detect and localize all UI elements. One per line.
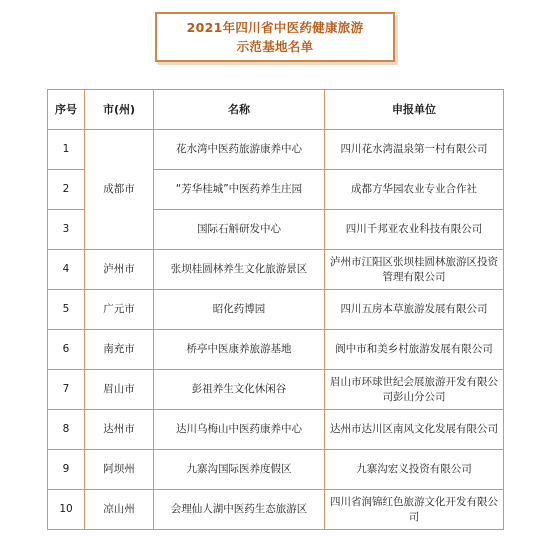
cell-city: 阿坝州 [85, 450, 154, 490]
cell-unit: 四川省润锦红色旅游文化开发有限公司 [325, 490, 504, 530]
cell-unit: 眉山市环球世纪会展旅游开发有限公司彭山分公司 [325, 370, 504, 410]
cell-city: 泸州市 [85, 250, 154, 290]
cell-serial: 6 [48, 330, 85, 370]
title-box [155, 12, 395, 62]
base-list-table [47, 89, 504, 530]
cell-serial: 3 [48, 210, 85, 250]
cell-serial: 8 [48, 410, 85, 450]
cell-name: “芳华桂城”中医药养生庄园 [154, 170, 325, 210]
cell-name: 桥亭中医康养旅游基地 [154, 330, 325, 370]
table-row [48, 490, 504, 530]
table-row [48, 250, 504, 290]
cell-unit: 成都方华园农业专业合作社 [325, 170, 504, 210]
cell-unit: 阆中市和美乡村旅游发展有限公司 [325, 330, 504, 370]
table-row [48, 370, 504, 410]
cell-name: 昭化药博园 [154, 290, 325, 330]
cell-city: 南充市 [85, 330, 154, 370]
header-name: 名称 [154, 90, 325, 130]
title-line-2: 示范基地名单 [236, 39, 314, 54]
cell-serial: 4 [48, 250, 85, 290]
cell-unit: 达州市达川区南风文化发展有限公司 [325, 410, 504, 450]
cell-name: 达川乌梅山中医药康养中心 [154, 410, 325, 450]
cell-unit: 四川花水湾温泉第一村有限公司 [325, 130, 504, 170]
cell-name: 张坝桂圆林养生文化旅游景区 [154, 250, 325, 290]
cell-city: 眉山市 [85, 370, 154, 410]
cell-name: 彭祖养生文化休闲谷 [154, 370, 325, 410]
table-row [48, 290, 504, 330]
cell-name: 会理仙人湖中医药生态旅游区 [154, 490, 325, 530]
cell-name: 花水湾中医药旅游康养中心 [154, 130, 325, 170]
cell-serial: 7 [48, 370, 85, 410]
cell-city: 达州市 [85, 410, 154, 450]
cell-serial: 1 [48, 130, 85, 170]
table-row [48, 450, 504, 490]
cell-city: 成都市 [85, 130, 154, 250]
header-unit: 申报单位 [325, 90, 504, 130]
cell-unit: 泸州市江阳区张坝桂圆林旅游区投资管理有限公司 [325, 250, 504, 290]
header-serial: 序号 [48, 90, 85, 130]
title-line-1: 2021年四川省中医药健康旅游 [186, 20, 364, 35]
cell-serial: 10 [48, 490, 85, 530]
table-row [48, 410, 504, 450]
cell-name: 九寨沟国际医养度假区 [154, 450, 325, 490]
cell-city: 凉山州 [85, 490, 154, 530]
cell-unit: 九寨沟宏义投资有限公司 [325, 450, 504, 490]
table-row [48, 130, 504, 170]
cell-unit: 四川千邦亚农业科技有限公司 [325, 210, 504, 250]
cell-city: 广元市 [85, 290, 154, 330]
cell-serial: 5 [48, 290, 85, 330]
cell-serial: 2 [48, 170, 85, 210]
table-row [48, 330, 504, 370]
cell-name: 国际石斛研发中心 [154, 210, 325, 250]
cell-unit: 四川五房本草旅游发展有限公司 [325, 290, 504, 330]
table-header-row [48, 90, 504, 130]
header-city: 市(州) [85, 90, 154, 130]
cell-serial: 9 [48, 450, 85, 490]
